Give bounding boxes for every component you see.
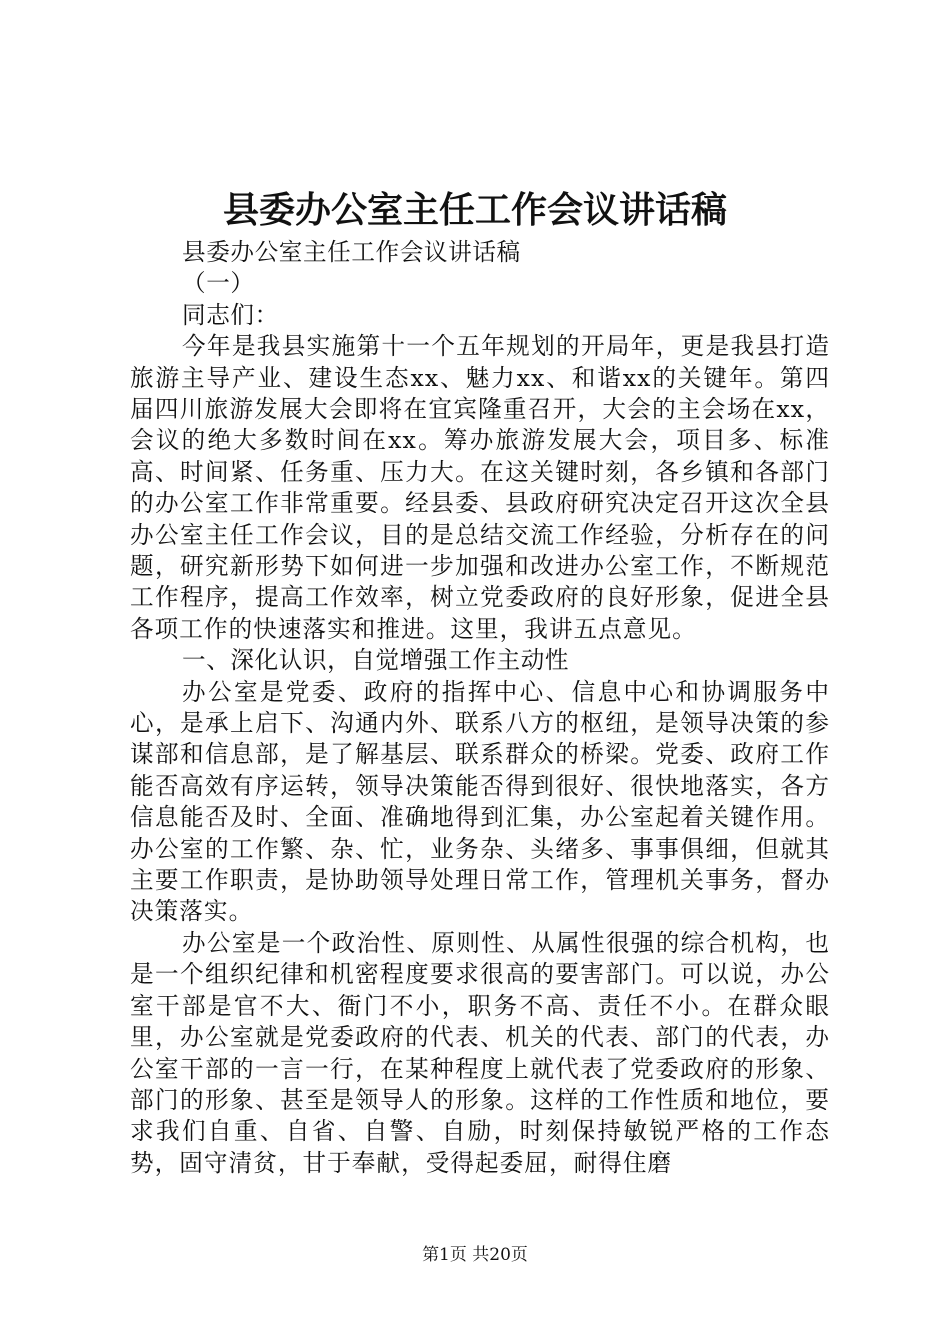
section-heading: 一、深化认识，自觉增强工作主动性 bbox=[182, 646, 570, 675]
page-footer: 第1页 共20页 bbox=[422, 1245, 528, 1265]
document-body bbox=[130, 237, 830, 1179]
salutation: 同志们： bbox=[182, 300, 279, 329]
section-paragraph-1: 办公室是党委、政府的指挥中心、信息中心和协调服务中心，是承上启下、沟通内外、联系八方的枢纽，是领导决策的参谋部和信息部，是了解基层、联系群众的桥梁。党委、政府工作能否高效有序运转，领导决策能否得到很好、很快地落实，各方信息能否及时、全面、准确地得到汇集，办公室起着关键作用。办公室的工作繁、杂、忙，业务杂、头绪多、事事俱细，但就其主要工作职责，是协助领导处理日常工作，管理机关事务，督办决策落实。 bbox=[130, 677, 830, 926]
section-paragraph-2: 办公室是一个政治性、原则性、从属性很强的综合机构，也是一个组织纪律和机密程度要求很高的要害部门。可以说，办公室干部是官不大、衙门不小，职务不高、责任不小。在群众眼里，办公室就是党委政府的代表、机关的代表、部门的代表，办公室干部的一言一行，在某种程度上就代表了党委政府的形象、部门的形象、甚至是领导人的形象。这样的工作性质和地位，要求我们自重、自省、自警、自励，时刻保持敏锐严格的工作态势，固守清贫，甘于奉献，受得起委屈，耐得住磨 bbox=[130, 928, 830, 1177]
document-subtitle: 县委办公室主任工作会议讲话稿 bbox=[182, 238, 521, 266]
part-label: （一） bbox=[182, 269, 255, 298]
opening-paragraph: 今年是我县实施第十一个五年规划的开局年，更是我县打造旅游主导产业、建设生态xx、魅力xx、和谐xx的关键年。第四届四川旅游发展大会即将在宜宾隆重召开，大会的主会场在xx，会议的绝大多数时间在xx。筹办旅游发展大会，项目多、标准高、时间紧、任务重、压力大。在这关键时刻，各乡镇和各部门的办公室工作非常重要。经县委、县政府研究决定召开这次全县办公室主任工作会议，目的是总结交流工作经验，分析存在的问题，研究新形势下如何进一步加强和改进办公室工作，不断规范工作程序，提高工作效率，树立党委政府的良好形象，促进全县各项工作的快速落实和推进。这里，我讲五点意见。 bbox=[130, 332, 830, 643]
document-title: 县委办公室主任工作会议讲话稿 bbox=[222, 189, 727, 231]
